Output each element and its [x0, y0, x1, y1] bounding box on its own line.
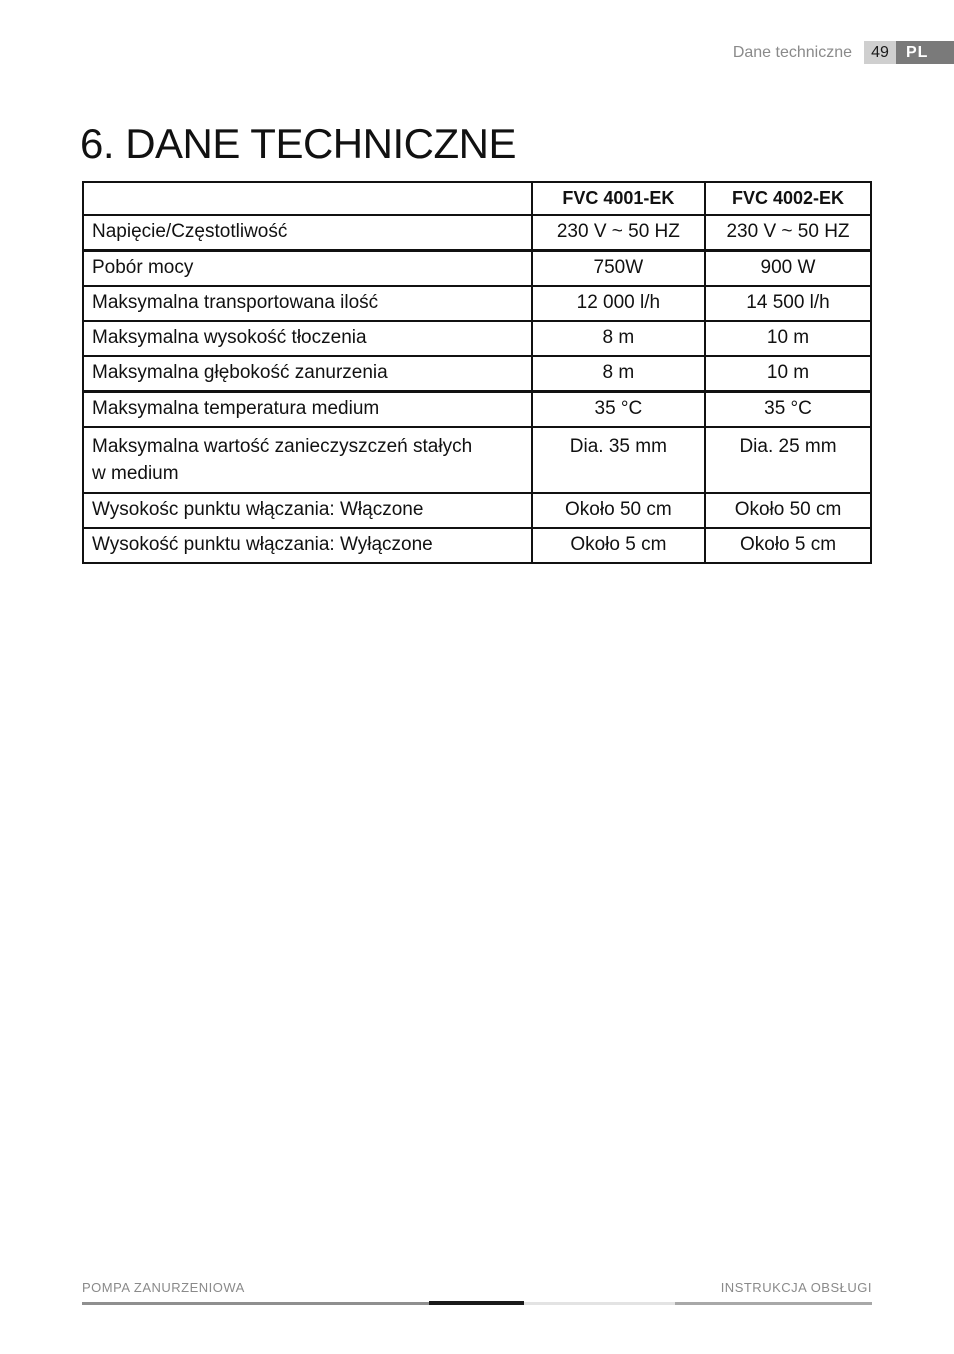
table-header-row — [83, 182, 871, 215]
row-label: Maksymalna głębokość zanurzenia — [83, 356, 532, 392]
row-value-b: 230 V ~ 50 HZ — [705, 215, 871, 251]
footer-bar-segment-mid — [675, 1302, 872, 1305]
table-row — [83, 356, 871, 392]
table-row — [83, 493, 871, 528]
row-label: Pobór mocy — [83, 251, 532, 287]
row-label: Napięcie/Częstotliwość — [83, 215, 532, 251]
table-row — [83, 528, 871, 563]
row-value-a: Około 50 cm — [532, 493, 705, 528]
table-row — [83, 251, 871, 287]
row-value-a: 8 m — [532, 356, 705, 392]
row-value-b: Dia. 25 mm — [705, 427, 871, 493]
page-number: 49 — [864, 41, 896, 64]
row-label: Maksymalna temperatura medium — [83, 392, 532, 428]
footer-bar-segment-dark — [429, 1301, 524, 1305]
table-row — [83, 286, 871, 321]
row-label: Maksymalna wysokość tłoczenia — [83, 321, 532, 356]
table-header-label — [83, 182, 532, 215]
row-value-b: 35 °C — [705, 392, 871, 428]
header-section-title: Dane techniczne — [732, 44, 852, 61]
row-value-a: Dia. 35 mm — [532, 427, 705, 493]
table-header-model-b: FVC 4002-EK — [705, 182, 871, 215]
row-value-a: 230 V ~ 50 HZ — [532, 215, 705, 251]
row-value-a: Około 5 cm — [532, 528, 705, 563]
row-value-a: 35 °C — [532, 392, 705, 428]
row-value-b: 14 500 l/h — [705, 286, 871, 321]
row-value-a: 8 m — [532, 321, 705, 356]
language-badge: PL — [896, 41, 954, 64]
row-value-b: Około 50 cm — [705, 493, 871, 528]
row-label: Wysokość punktu włączania: Wyłączone — [83, 528, 532, 563]
table-row — [83, 392, 871, 428]
row-label: Wysokośc punktu włączania: Włączone — [83, 493, 532, 528]
row-value-a: 750W — [532, 251, 705, 287]
page-title: 6. DANE TECHNICZNE — [80, 120, 516, 167]
footer-product-name: POMPA ZANURZENIOWA — [82, 1280, 245, 1295]
row-value-a: 12 000 l/h — [532, 286, 705, 321]
row-label: Maksymalna wartość zanieczyszczeń stałych w medium — [83, 427, 532, 493]
row-value-b: 900 W — [705, 251, 871, 287]
table-header-model-a: FVC 4001-EK — [532, 182, 705, 215]
technical-specs-table — [82, 181, 872, 564]
table-row — [83, 427, 871, 493]
table-row — [83, 321, 871, 356]
footer-bar-segment-gray — [82, 1302, 429, 1305]
row-value-b: 10 m — [705, 321, 871, 356]
footer-bar-segment-light — [524, 1302, 675, 1305]
table-row — [83, 215, 871, 251]
footer-manual-title: INSTRUKCJA OBSŁUGI — [720, 1280, 872, 1295]
row-value-b: 10 m — [705, 356, 871, 392]
row-value-b: Około 5 cm — [705, 528, 871, 563]
row-label: Maksymalna transportowana ilość — [83, 286, 532, 321]
